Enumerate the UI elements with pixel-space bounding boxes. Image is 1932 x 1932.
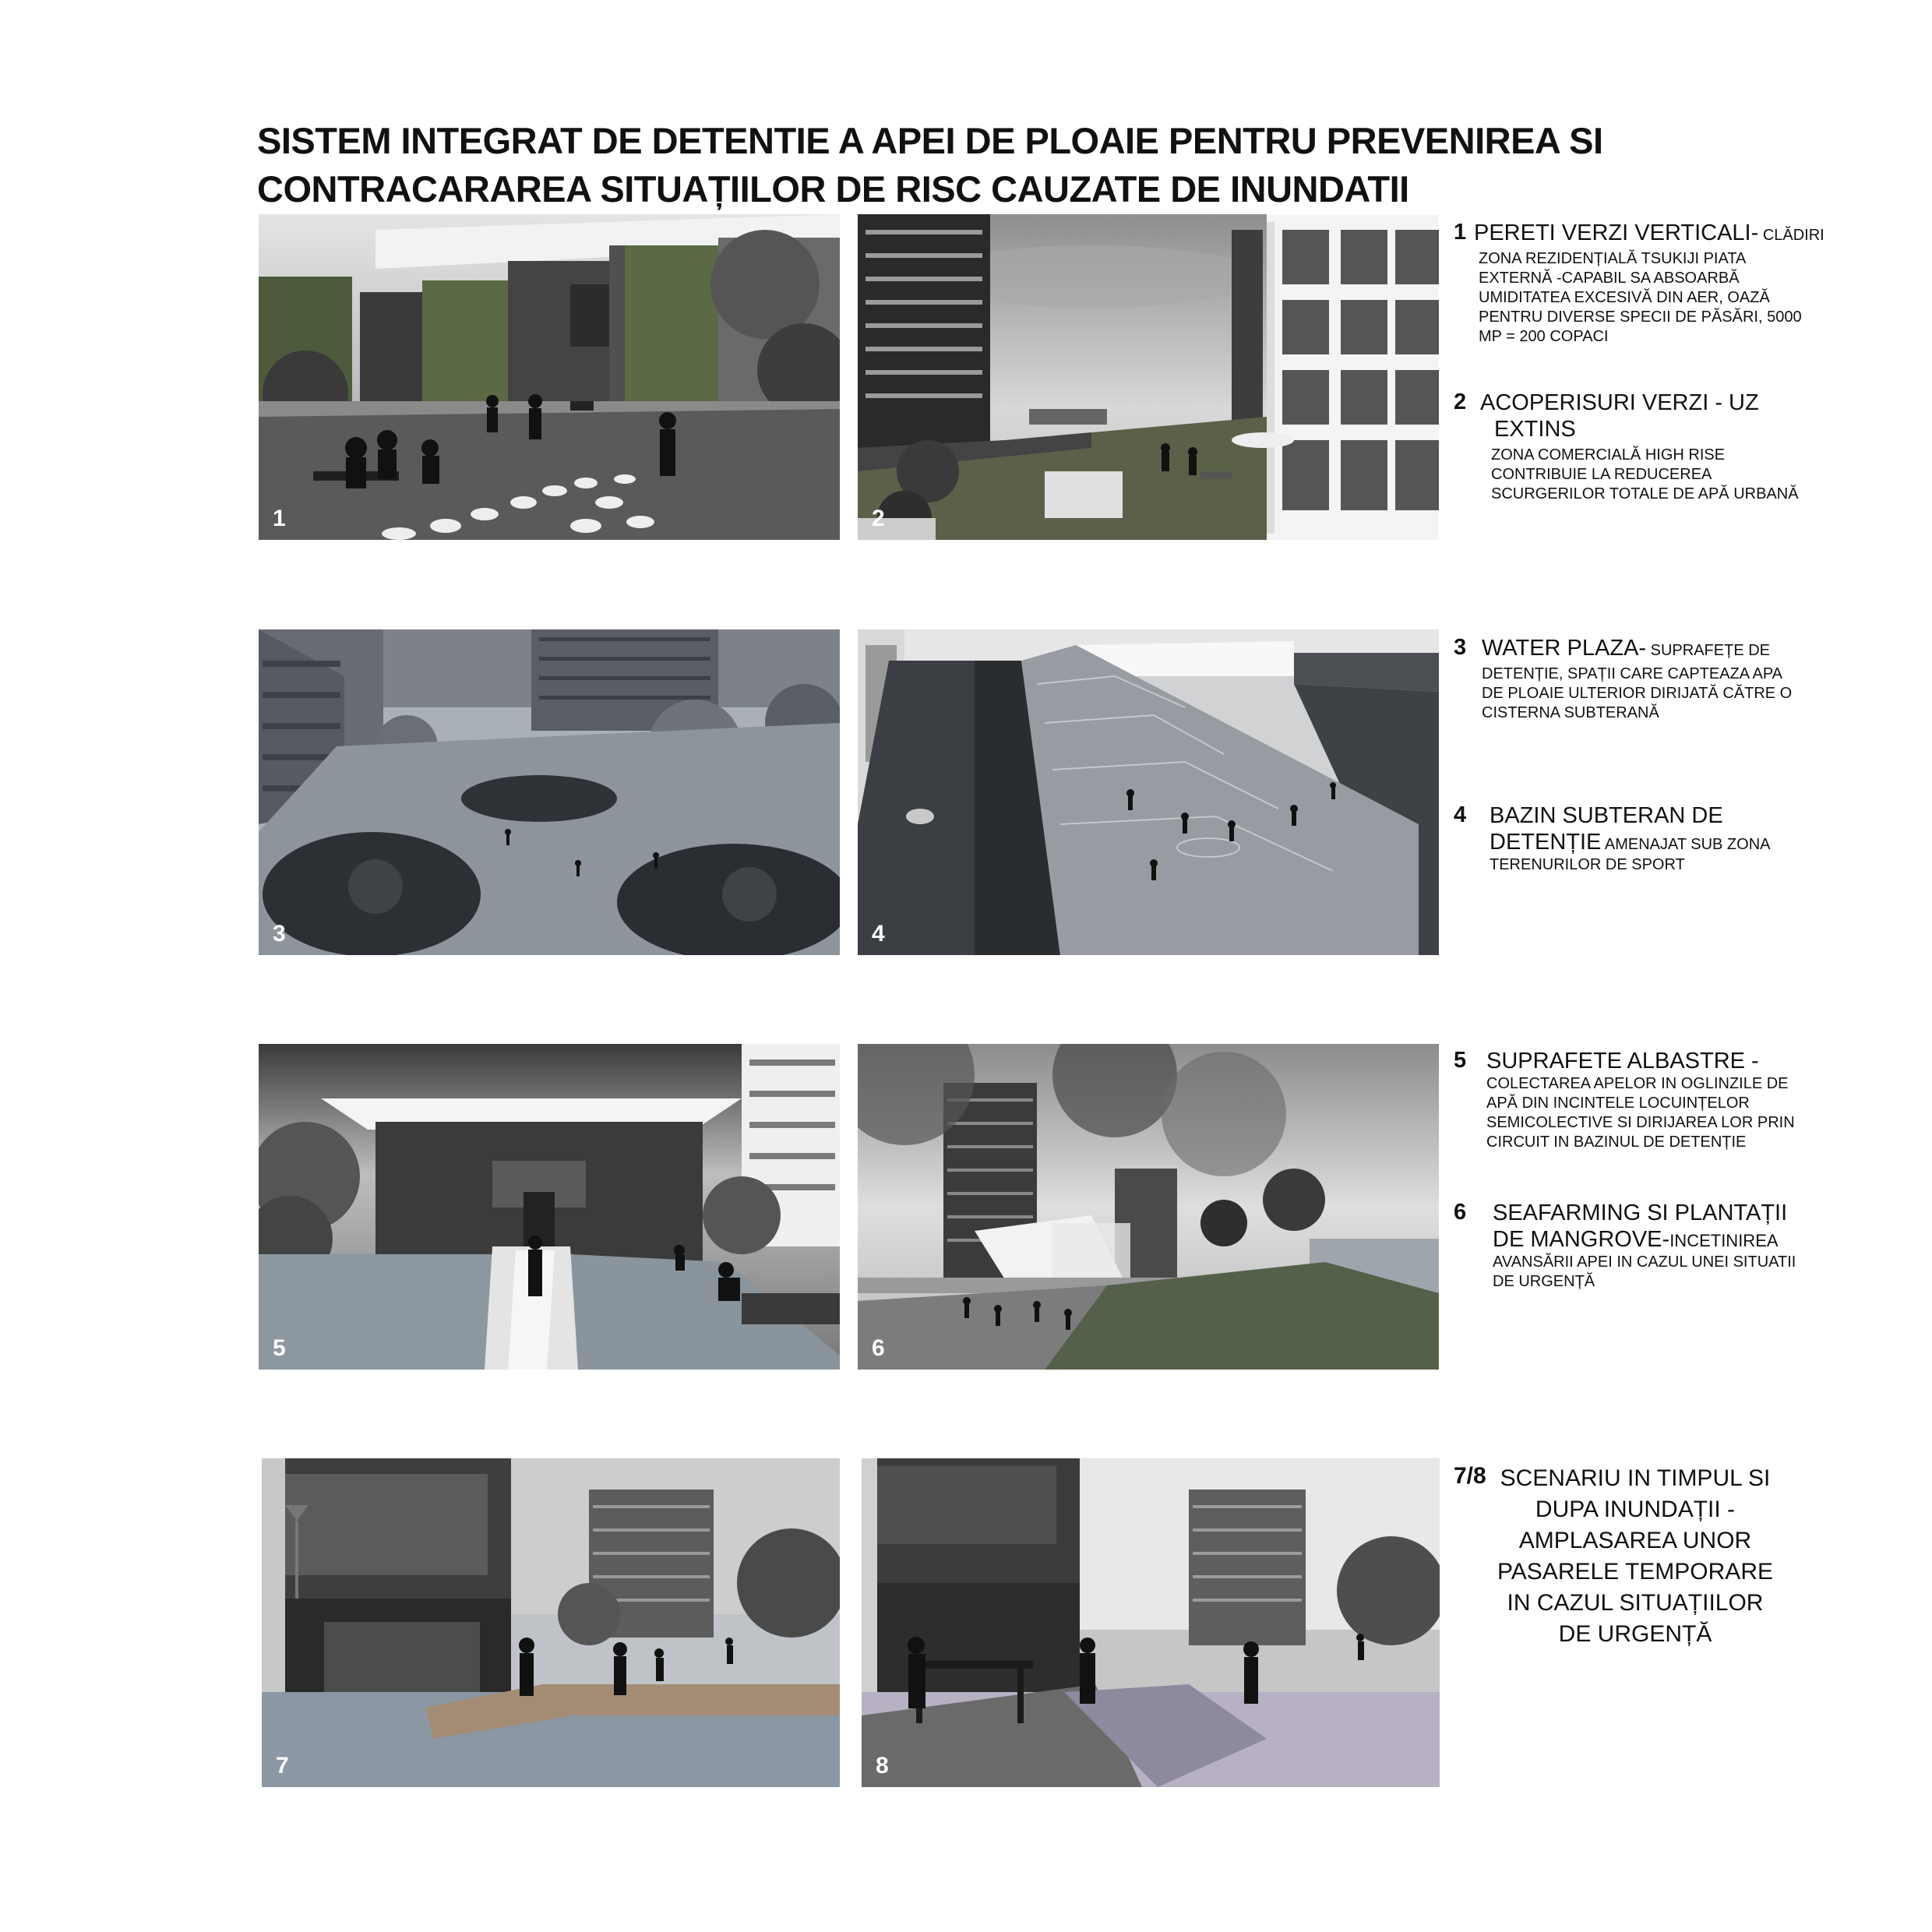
item-heading: DETENȚIE [1490, 830, 1602, 855]
item-body-line: SCURGERILOR TOTALE DE APĂ URBANĂ [1491, 485, 1799, 502]
panel-number: 6 [872, 1335, 885, 1361]
item-heading: DE URGENȚĂ [1558, 1621, 1712, 1647]
page-title [257, 117, 1737, 213]
item-body-line: ZONA REZIDENȚIALĂ TSUKIJI PIATA [1479, 250, 1747, 267]
panel-number: 4 [872, 921, 885, 947]
render-panel-5 [259, 1044, 840, 1370]
render-image-green-roof [858, 214, 1439, 540]
item-body-line: MP = 200 COPACI [1479, 328, 1609, 345]
item-heading: DUPA INUNDAȚII - [1535, 1497, 1736, 1522]
item-number: 1 [1454, 220, 1467, 245]
item-heading: DE MANGROVE- [1493, 1227, 1670, 1252]
item-body-line: CISTERNA SUBTERANĂ [1482, 704, 1659, 721]
title-line-2: CONTRACARAREA SITUAȚIILOR DE RISC CAUZATE DE INUNDATII [257, 168, 1409, 210]
description-5 [1454, 1048, 1843, 1152]
panel-number: 5 [273, 1335, 286, 1361]
item-heading: SUPRAFETE ALBASTRE - [1486, 1049, 1759, 1074]
item-number: 4 [1454, 802, 1467, 827]
render-image-blue-surfaces [259, 1044, 840, 1370]
description-2 [1454, 390, 1843, 504]
item-number: 5 [1454, 1048, 1467, 1073]
render-panel-1 [259, 214, 840, 540]
description-6 [1454, 1200, 1859, 1292]
item-body-line: SEMICOLECTIVE SI DIRIJAREA LOR PRIN [1486, 1114, 1795, 1131]
item-number: 3 [1454, 635, 1467, 660]
item-body-line: DETENȚIE, SPAȚII CARE CAPTEAZA APA [1482, 665, 1783, 682]
render-panel-3 [259, 629, 840, 955]
description-4 [1454, 802, 1843, 875]
item-body-line: DE URGENȚĂ [1493, 1273, 1595, 1290]
render-image-mangroves [858, 1044, 1439, 1370]
item-number: 7/8 [1454, 1463, 1486, 1489]
item-heading: IN CAZUL SITUAȚIILOR [1507, 1590, 1764, 1616]
item-body-line: COLECTAREA APELOR IN OGLINZILE DE [1486, 1075, 1789, 1092]
item-heading: SCENARIU IN TIMPUL SI [1500, 1465, 1771, 1491]
item-body-line: UMIDITATEA EXCESIVĂ DIN AER, OAZĂ [1479, 289, 1770, 306]
item-body-line: CIRCUIT IN BAZINUL DE DETENȚIE [1486, 1133, 1747, 1151]
item-heading-suffix: INCETINIREA [1669, 1231, 1779, 1250]
panel-number: 7 [276, 1753, 289, 1779]
panel-number: 2 [872, 506, 885, 531]
item-body-line: ZONA COMERCIALĂ HIGH RISE [1491, 446, 1726, 464]
render-panel-2 [858, 214, 1439, 540]
item-body-line: CONTRIBUIE LA REDUCEREA [1491, 466, 1712, 483]
item-heading: EXTINS [1494, 417, 1576, 442]
item-heading-suffix: SUPRAFEȚE DE [1646, 642, 1770, 659]
item-body-line: TERENURILOR DE SPORT [1490, 856, 1685, 873]
render-panel-8 [862, 1458, 1440, 1787]
description-3 [1454, 635, 1843, 723]
item-heading: AMPLASAREA UNOR [1518, 1528, 1752, 1553]
item-number: 2 [1454, 390, 1467, 414]
item-heading: PASARELE TEMPORARE [1497, 1559, 1773, 1585]
item-heading: PERETI VERZI VERTICALI- [1474, 220, 1759, 245]
item-heading: SEAFARMING SI PLANTAȚII [1493, 1200, 1788, 1225]
title-line-1: SISTEM INTEGRAT DE DETENTIE A APEI DE PLOAIE PENTRU PREVENIREA SI [257, 120, 1603, 161]
item-body-line: DE PLOAIE ULTERIOR DIRIJATĂ CĂTRE O [1482, 685, 1793, 702]
panel-number: 1 [273, 506, 286, 531]
render-panel-4 [858, 629, 1439, 955]
item-number: 6 [1454, 1200, 1467, 1225]
item-body-line: PENTRU DIVERSE SPECII DE PĂSĂRI, 5000 [1479, 308, 1802, 326]
item-heading-suffix: AMENAJAT SUB ZONA [1601, 836, 1771, 853]
description-7-8 [1454, 1463, 1781, 1650]
item-body-line: EXTERNĂ -CAPABIL SA ABSOARBĂ [1479, 270, 1740, 287]
item-heading: BAZIN SUBTERAN DE [1490, 803, 1723, 828]
item-body-line: AVANSĂRII APEI IN CAZUL UNEI SITUATII [1493, 1253, 1796, 1271]
render-panel-6 [858, 1044, 1439, 1370]
item-heading: WATER PLAZA- [1482, 636, 1647, 661]
render-image-during-flood [262, 1458, 840, 1787]
render-image-sports-courts [858, 629, 1439, 955]
render-image-after-flood [862, 1458, 1440, 1787]
description-1 [1454, 220, 1843, 347]
item-heading-suffix: CLĂDIRI [1758, 227, 1824, 244]
panel-number: 8 [876, 1753, 889, 1779]
item-body-line: APĂ DIN INCINTELE LOCUINȚELOR [1486, 1095, 1750, 1112]
render-image-water-plaza [259, 629, 840, 955]
render-image-green-walls [259, 214, 840, 540]
panel-number: 3 [273, 921, 286, 947]
item-heading: ACOPERISURI VERZI - UZ [1480, 390, 1759, 415]
render-panel-7 [262, 1458, 840, 1787]
